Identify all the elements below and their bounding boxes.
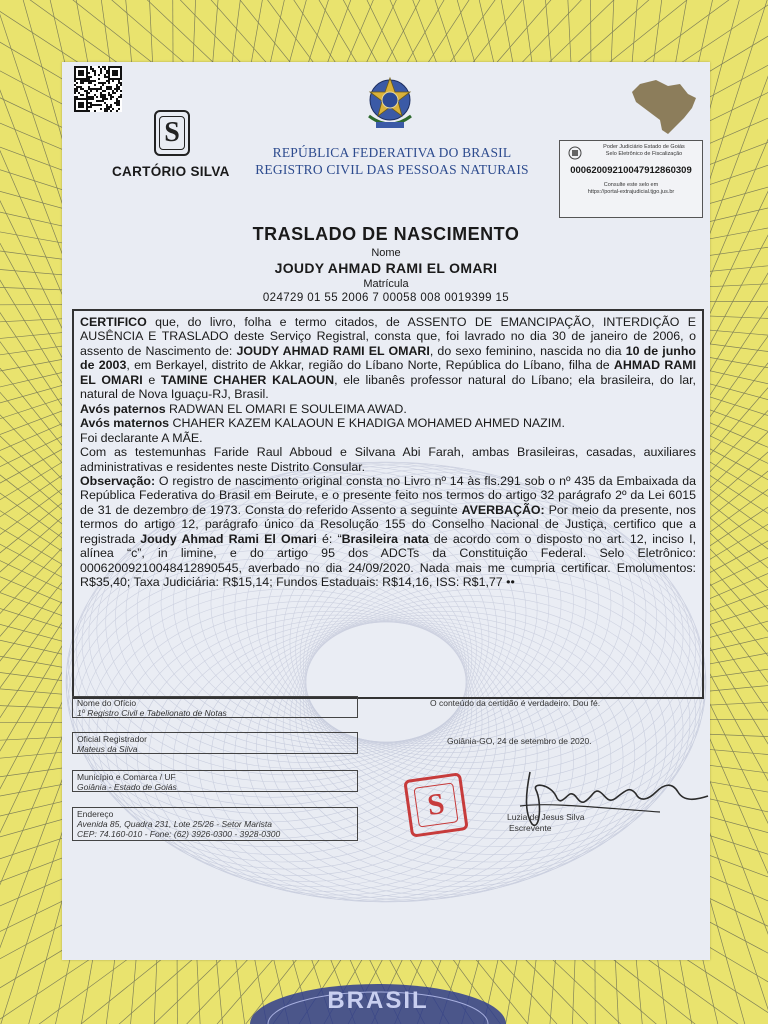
matricula-value: 024729 01 55 2006 7 00058 008 0019399 15 [262, 292, 510, 304]
body-bold-text: CERTIFICO [80, 315, 147, 329]
body-bold-text: TAMINE CHAHER KALAOUN [161, 372, 335, 387]
seal-consult-url: https://portal-extrajudicial.tjgo.jus.br [587, 189, 675, 195]
body-bold-text: AVERBAÇÃO: [461, 502, 545, 517]
endereco-line2: CEP: 74.160-010 - Fone: (62) 3926-0300 - 3928-0300 [77, 829, 281, 839]
judicial-seal-icon [566, 145, 584, 161]
body-bold-text: Observação: [80, 473, 156, 488]
cartorio-logo [154, 110, 190, 156]
endereco-box [72, 807, 358, 841]
signer-role: Escrevente [509, 823, 552, 833]
place-and-date: Goiânia-GO, 24 de setembro de 2020. [447, 736, 592, 746]
registro-heading: REGISTRO CIVIL DAS PESSOAS NATURAIS [255, 162, 529, 177]
certificate-sheet [62, 62, 710, 960]
body-bold-text: JOUDY AHMAD RAMI EL OMARI [236, 343, 430, 358]
endereco-label: Endereço [77, 809, 114, 819]
certificate-body [72, 309, 704, 699]
body-bold-text: AHMAD RAMI EL OMARI [80, 358, 697, 387]
body-paragraph: Avós paternos RADWAN EL OMARI E SOULEIMA AWAD. [80, 401, 407, 416]
body-paragraph: Com as testemunhas Faride Raul Abboud e Silvana Abi Farah, ambas Brasileiras, casadas, auxiliares administrativas e residentes neste Distrito Consular. [80, 445, 696, 474]
brazil-map-icon [622, 74, 702, 140]
nome-oficio-value: 1º Registro Civil e Tabelionato de Notas [77, 708, 227, 718]
municipio-box [72, 770, 358, 792]
attestation-text: O conteúdo da certidão é verdadeiro. Dou fé. [430, 698, 601, 708]
oficial-value: Mateus da Silva [77, 744, 138, 754]
body-bold-text: Brasileira nata [341, 531, 429, 546]
handwritten-signature [460, 762, 710, 842]
body-paragraph: Avós maternos CHAHER KAZEM KALAOUN E KHADIGA MOHAMED AHMED NAZIM. [80, 416, 565, 431]
body-paragraph: Observação: O registro de nascimento original consta no Livro nº 14 às fls.291 sob o nº 435 da Embaixada da República Federativa do Brasil em Beirute, e o presente feito nos termos do artigo 32 parágrafo 2º da Lei 6015 de 31 de dezembro de 1973. Consta do referido Assento a seguinte AVERBAÇÃO: Por meio da presente, nos termos do artigo 12, parágrafo único da Resolução 155 do Conselho Nacional de Justiça, certifico que a registrada Joudy Ahmad Rami El Omari é: “Brasileira nata de acordo com o disposto no art. 12, inciso I, alínea “c”, in limine, e do artigo 95 dos ADCTs da Constituição Federal. Selo Eletrônico: 00062009210048412890545, averbado no dia 24/09/2020. Nada mais me cumpria certificar. Emolumentos: R$35,40; Taxa Judiciária: R$15,14; Fundos Estaduais: R$14,16, ISS: R$1,77 •• [80, 473, 697, 590]
municipio-label: Município e Comarca / UF [77, 772, 176, 782]
body-bold-text: Joudy Ahmad Rami El Omari [140, 531, 317, 546]
oficial-box [72, 732, 358, 754]
qr-code-icon [74, 66, 122, 112]
brazil-coat-of-arms-icon [357, 70, 423, 136]
seal-code: 00062009210047912860309 [570, 165, 692, 176]
nome-oficio-box [72, 696, 358, 718]
body-paragraph: CERTIFICO que, do livro, folha e termo citados, de ASSENTO DE EMANCIPAÇÃO, INTERDIÇÃO E AUSÊNCIA E TRASLADO deste Serviço Registral, consta que, foi lavrado no dia 30 de janeiro de 2006, o assento de Nascimento de: JOUDY AHMAD RAMI EL OMARI, do sexo feminino, nascida no dia 10 de junho de 2003, em Berkayel, distrito de Akkar, região do Líbano Norte, República do Líbano, filha de AHMAD RAMI EL OMARI e TAMINE CHAHER KALAOUN, ele libanês professor natural do Líbano; ela brasileira, do lar, natural de Nova Iguaçu-RJ, Brasil. [80, 315, 697, 402]
nome-label: Nome [371, 247, 401, 259]
brasil-banner-text: BRASIL [327, 987, 429, 1014]
seal-consult-text: Consulte este selo em [603, 182, 659, 188]
red-cartorio-seal [403, 772, 469, 838]
body-paragraph: Foi declarante A MÃE. [80, 430, 203, 445]
nome-value: JOUDY AHMAD RAMI EL OMARI [274, 260, 498, 276]
red-seal-letter: S [413, 782, 458, 827]
document-title: TRASLADO DE NASCIMENTO [252, 224, 520, 244]
signer-name: Luzia de Jesus Silva [507, 812, 585, 822]
endereco-line1: Avenida 85, Quadra 231, Lote 25/26 - Setor Marista [77, 819, 272, 829]
body-bold-text: 10 de junho de 2003 [80, 343, 696, 373]
seal-type: Selo Eletrônico de Fiscalização [605, 151, 683, 157]
republica-heading: REPÚBLICA FEDERATIVA DO BRASIL [272, 145, 512, 160]
cartorio-name: CARTÓRIO SILVA [112, 164, 230, 179]
body-bold-text: Avós paternos [80, 401, 166, 416]
matricula-label: Matrícula [363, 278, 409, 290]
municipio-value: Goiânia - Estado de Goiás [77, 782, 177, 792]
brasil-banner [248, 970, 508, 1024]
oficial-label: Oficial Registrador [77, 734, 147, 744]
cartorio-logo-letter: S [159, 116, 185, 150]
nome-oficio-label: Nome do Ofício [77, 698, 137, 708]
seal-authority: Poder Judiciário Estado de Goiás [603, 144, 685, 150]
body-bold-text: Avós maternos [80, 416, 170, 431]
electronic-seal-box [559, 140, 703, 218]
